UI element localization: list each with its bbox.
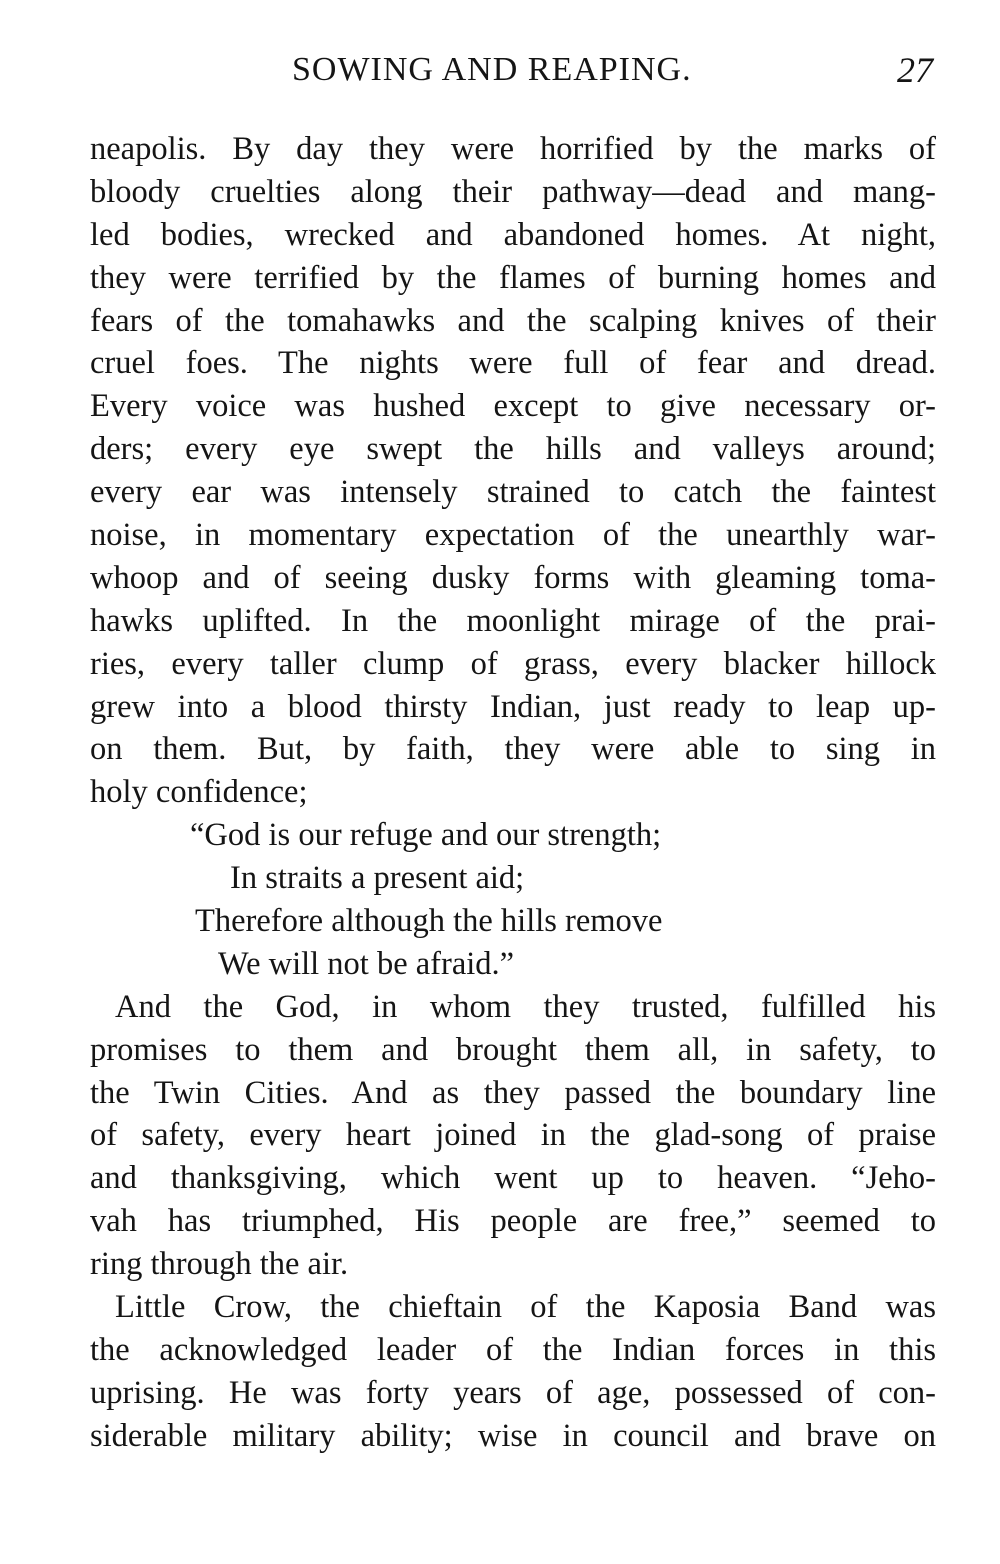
text-line: neapolis. By day they were horrified by the marks of	[90, 131, 936, 167]
verse-line: Therefore although the hills remove	[195, 903, 663, 940]
text-line: fears of the tomahawks and the scalping knives of their	[90, 302, 936, 339]
text-line: promises to them and brought them all, in safety, to	[90, 1031, 936, 1068]
verse-line: “God is our refuge and our strength;	[190, 817, 662, 854]
text-line: ders; every eye swept the hills and valleys around;	[90, 431, 936, 468]
text-line: of safety, every heart joined in the glad-song of praise	[90, 1117, 936, 1154]
text-line: ries, every taller clump of grass, every blacker hillock	[90, 645, 936, 682]
text-line: they were terrified by the flames of burning homes and	[90, 259, 936, 296]
verse-line: In straits a present aid;	[230, 860, 525, 897]
text-line: and thanksgiving, which went up to heaven. “Jeho-	[90, 1160, 936, 1197]
text-line: noise, in momentary expectation of the unearthly war-	[90, 517, 936, 554]
text-line: the acknowledged leader of the Indian forces in this	[90, 1331, 936, 1368]
text-line: ring through the air.	[90, 1246, 349, 1283]
text-line: vah has triumphed, His people are free,” seemed to	[90, 1203, 936, 1240]
text-line: And the God, in whom they trusted, fulfilled his	[115, 988, 936, 1025]
text-line: siderable military ability; wise in council and brave on	[90, 1417, 936, 1454]
text-line: uprising. He was forty years of age, possessed of con-	[90, 1374, 936, 1411]
running-head	[0, 48, 1000, 92]
text-line: Little Crow, the chieftain of the Kaposia Band was	[115, 1289, 936, 1326]
text-line: hawks uplifted. In the moonlight mirage of the prai-	[90, 602, 936, 639]
body-text	[90, 128, 936, 1458]
text-line: every ear was intensely strained to catch the faintest	[90, 474, 936, 511]
text-line: Every voice was hushed except to give necessary or-	[90, 388, 936, 425]
page-number: 27	[897, 50, 933, 90]
text-line: led bodies, wrecked and abandoned homes. At night,	[90, 216, 936, 253]
text-line: bloody cruelties along their pathway—dead and mang-	[90, 173, 936, 210]
text-line: cruel foes. The nights were full of fear and dread.	[90, 345, 936, 382]
text-line: grew into a blood thirsty Indian, just ready to leap up-	[90, 688, 936, 725]
text-line: on them. But, by faith, they were able to sing in	[90, 731, 936, 768]
text-line: holy confidence;	[90, 774, 308, 811]
running-title: SOWING AND REAPING.	[292, 51, 692, 88]
text-line: whoop and of seeing dusky forms with gleaming toma-	[90, 559, 936, 596]
verse-line: We will not be afraid.”	[218, 945, 515, 982]
text-line: the Twin Cities. And as they passed the boundary line	[90, 1074, 936, 1111]
